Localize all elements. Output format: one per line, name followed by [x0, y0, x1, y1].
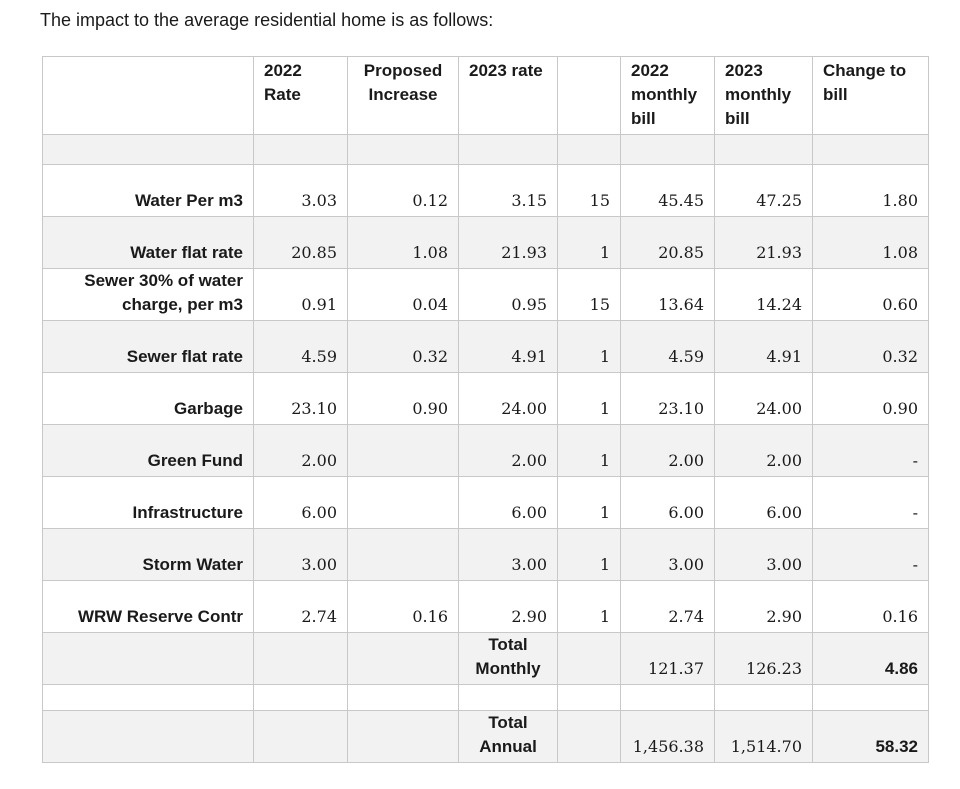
- cell-bill-2022: 23.10: [621, 373, 715, 425]
- cell-change-to-bill: 0.90: [813, 373, 929, 425]
- cell-bill-2022: 2.74: [621, 581, 715, 633]
- cell-proposed-increase: 0.04: [348, 269, 459, 321]
- cell-quantity: 15: [558, 269, 621, 321]
- total-monthly-row: [43, 633, 929, 685]
- cell-rate-2022: 2.00: [254, 425, 348, 477]
- cell-change-to-bill: -: [813, 425, 929, 477]
- row-label: Sewer flat rate: [43, 321, 254, 373]
- total-annual-label: Total Annual: [459, 711, 558, 763]
- cell-bill-2022: 4.59: [621, 321, 715, 373]
- row-label: Infrastructure: [43, 477, 254, 529]
- cell-bill-2023: 2.00: [715, 425, 813, 477]
- header-rate-2023: 2023 rate: [459, 57, 558, 135]
- cell-change-to-bill: 0.16: [813, 581, 929, 633]
- total-annual-change: 58.32: [813, 711, 929, 763]
- table-row: [43, 529, 929, 581]
- total-annual-bill-2023: 1,514.70: [715, 711, 813, 763]
- total-monthly-change: 4.86: [813, 633, 929, 685]
- header-blank: [43, 57, 254, 135]
- cell-bill-2022: 45.45: [621, 165, 715, 217]
- cell-proposed-increase: 0.12: [348, 165, 459, 217]
- cell-quantity: 1: [558, 581, 621, 633]
- header-change: Change to bill: [813, 57, 929, 135]
- cell-rate-2022: 23.10: [254, 373, 348, 425]
- cell-rate-2022: 4.59: [254, 321, 348, 373]
- table-row: [43, 425, 929, 477]
- cell-rate-2022: 6.00: [254, 477, 348, 529]
- cell-change-to-bill: 1.80: [813, 165, 929, 217]
- cell-quantity: 1: [558, 477, 621, 529]
- cell-rate-2023: 4.91: [459, 321, 558, 373]
- cell-change-to-bill: 0.32: [813, 321, 929, 373]
- header-proposed-increase: Proposed Increase: [348, 57, 459, 135]
- table-row: [43, 581, 929, 633]
- cell-proposed-increase: [348, 425, 459, 477]
- intro-text: The impact to the average residential home is as follows:: [40, 10, 494, 30]
- row-label: Green Fund: [43, 425, 254, 477]
- total-monthly-bill-2023: 126.23: [715, 633, 813, 685]
- cell-bill-2023: 24.00: [715, 373, 813, 425]
- cell-rate-2023: 6.00: [459, 477, 558, 529]
- cell-rate-2022: 3.00: [254, 529, 348, 581]
- cell-bill-2023: 2.90: [715, 581, 813, 633]
- blank-row: [43, 685, 929, 711]
- cell-rate-2023: 0.95: [459, 269, 558, 321]
- cell-quantity: 15: [558, 165, 621, 217]
- cell-bill-2023: 6.00: [715, 477, 813, 529]
- header-bill-2022: 2022 monthly bill: [621, 57, 715, 135]
- cell-proposed-increase: 0.90: [348, 373, 459, 425]
- row-label: Water flat rate: [43, 217, 254, 269]
- cell-bill-2023: 14.24: [715, 269, 813, 321]
- header-quantity: [558, 57, 621, 135]
- cell-change-to-bill: 0.60: [813, 269, 929, 321]
- spacer-row: [43, 135, 929, 165]
- cell-proposed-increase: 0.32: [348, 321, 459, 373]
- cell-rate-2023: 24.00: [459, 373, 558, 425]
- cell-proposed-increase: 0.16: [348, 581, 459, 633]
- cell-rate-2023: 2.00: [459, 425, 558, 477]
- total-annual-bill-2022: 1,456.38: [621, 711, 715, 763]
- cell-quantity: 1: [558, 373, 621, 425]
- table-row: [43, 477, 929, 529]
- cell-quantity: 1: [558, 321, 621, 373]
- cell-rate-2022: 20.85: [254, 217, 348, 269]
- cell-rate-2023: 2.90: [459, 581, 558, 633]
- table-row: [43, 373, 929, 425]
- cell-change-to-bill: -: [813, 477, 929, 529]
- cell-change-to-bill: 1.08: [813, 217, 929, 269]
- cell-quantity: 1: [558, 217, 621, 269]
- row-label: Water Per m3: [43, 165, 254, 217]
- cell-bill-2022: 13.64: [621, 269, 715, 321]
- cell-bill-2023: 3.00: [715, 529, 813, 581]
- cell-bill-2023: 21.93: [715, 217, 813, 269]
- total-monthly-label: Total Monthly: [459, 633, 558, 685]
- cell-bill-2023: 4.91: [715, 321, 813, 373]
- cell-bill-2022: 6.00: [621, 477, 715, 529]
- cell-quantity: 1: [558, 529, 621, 581]
- total-monthly-bill-2022: 121.37: [621, 633, 715, 685]
- cell-bill-2022: 3.00: [621, 529, 715, 581]
- row-label: Garbage: [43, 373, 254, 425]
- table-row: [43, 165, 929, 217]
- cell-bill-2023: 47.25: [715, 165, 813, 217]
- row-label: Sewer 30% of water charge, per m3: [43, 269, 254, 321]
- header-rate-2022: 2022 Rate: [254, 57, 348, 135]
- cell-change-to-bill: -: [813, 529, 929, 581]
- cell-rate-2022: 0.91: [254, 269, 348, 321]
- cell-proposed-increase: [348, 477, 459, 529]
- cell-rate-2022: 2.74: [254, 581, 348, 633]
- header-row: [43, 57, 929, 135]
- cell-rate-2022: 3.03: [254, 165, 348, 217]
- table-row: [43, 217, 929, 269]
- cell-rate-2023: 3.00: [459, 529, 558, 581]
- rate-impact-table: [42, 56, 929, 763]
- header-bill-2023: 2023 monthly bill: [715, 57, 813, 135]
- table-row: [43, 269, 929, 321]
- cell-proposed-increase: 1.08: [348, 217, 459, 269]
- table-row: [43, 321, 929, 373]
- cell-rate-2023: 21.93: [459, 217, 558, 269]
- row-label: WRW Reserve Contr: [43, 581, 254, 633]
- cell-bill-2022: 20.85: [621, 217, 715, 269]
- cell-proposed-increase: [348, 529, 459, 581]
- cell-rate-2023: 3.15: [459, 165, 558, 217]
- total-annual-row: [43, 711, 929, 763]
- row-label: Storm Water: [43, 529, 254, 581]
- cell-quantity: 1: [558, 425, 621, 477]
- cell-bill-2022: 2.00: [621, 425, 715, 477]
